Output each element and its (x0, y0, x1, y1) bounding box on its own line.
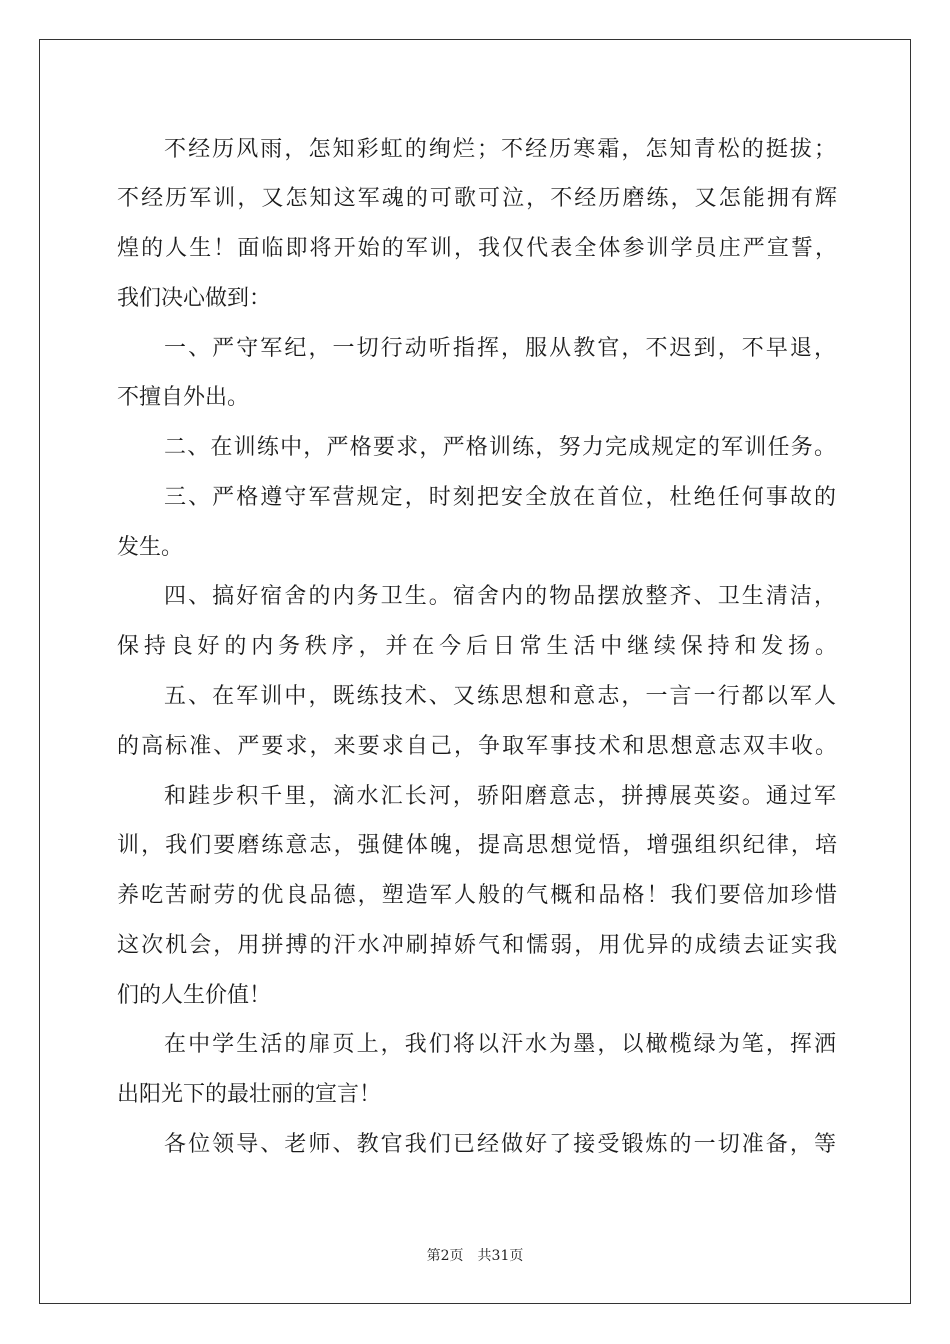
text-line: 不经历风雨，怎知彩虹的绚烂；不经历寒霜，怎知青松的挺拔； (164, 137, 836, 162)
page-footer (0, 1247, 950, 1265)
text-line: 的高标准、严要求，来要求自己，争取军事技术和思想意志双丰收。 (117, 734, 837, 759)
text-line: 发生。 (117, 535, 184, 560)
text-line: 们的人生价值！ (117, 983, 272, 1008)
page-total: 共31页 (477, 1248, 524, 1264)
text-line: 出阳光下的最壮丽的宣言！ (117, 1082, 382, 1107)
text-line: 煌的人生！面临即将开始的军训，我仅代表全体参训学员庄严宣誓， (117, 236, 837, 261)
text-line: 一、严守军纪，一切行动听指挥，服从教官，不迟到，不早退， (164, 336, 836, 361)
text-line: 在中学生活的扉页上，我们将以汗水为墨，以橄榄绿为笔，挥洒 (164, 1032, 836, 1057)
text-line: 我们决心做到： (117, 286, 272, 311)
page-border (39, 39, 911, 1304)
text-line: 五、在军训中，既练技术、又练思想和意志，一言一行都以军人 (164, 684, 836, 709)
text-line: 不经历军训，又怎知这军魂的可歌可泣，不经历磨练，又怎能拥有辉 (117, 186, 837, 211)
text-line: 保持良好的内务秩序，并在今后日常生活中继续保持和发扬。 (117, 634, 837, 659)
text-line: 和跬步积千里，滴水汇长河，骄阳磨意志，拼搏展英姿。通过军 (164, 784, 836, 809)
page-number: 第2页 (426, 1248, 464, 1264)
text-line: 各位领导、老师、教官我们已经做好了接受锻炼的一切准备，等 (164, 1132, 836, 1157)
text-line: 二、在训练中，严格要求，严格训练，努力完成规定的军训任务。 (164, 435, 836, 460)
text-line: 不擅自外出。 (117, 385, 250, 410)
text-line: 训，我们要磨练意志，强健体魄，提高思想觉悟，增强组织纪律，培 (117, 833, 837, 858)
text-line: 三、严格遵守军营规定，时刻把安全放在首位，杜绝任何事故的 (164, 485, 836, 510)
text-line: 养吃苦耐劳的优良品德，塑造军人般的气概和品格！我们要倍加珍惜 (117, 883, 837, 908)
text-line: 四、搞好宿舍的内务卫生。宿舍内的物品摆放整齐、卫生清洁， (164, 584, 836, 609)
text-line: 这次机会，用拼搏的汗水冲刷掉娇气和懦弱，用优异的成绩去证实我 (117, 933, 837, 958)
